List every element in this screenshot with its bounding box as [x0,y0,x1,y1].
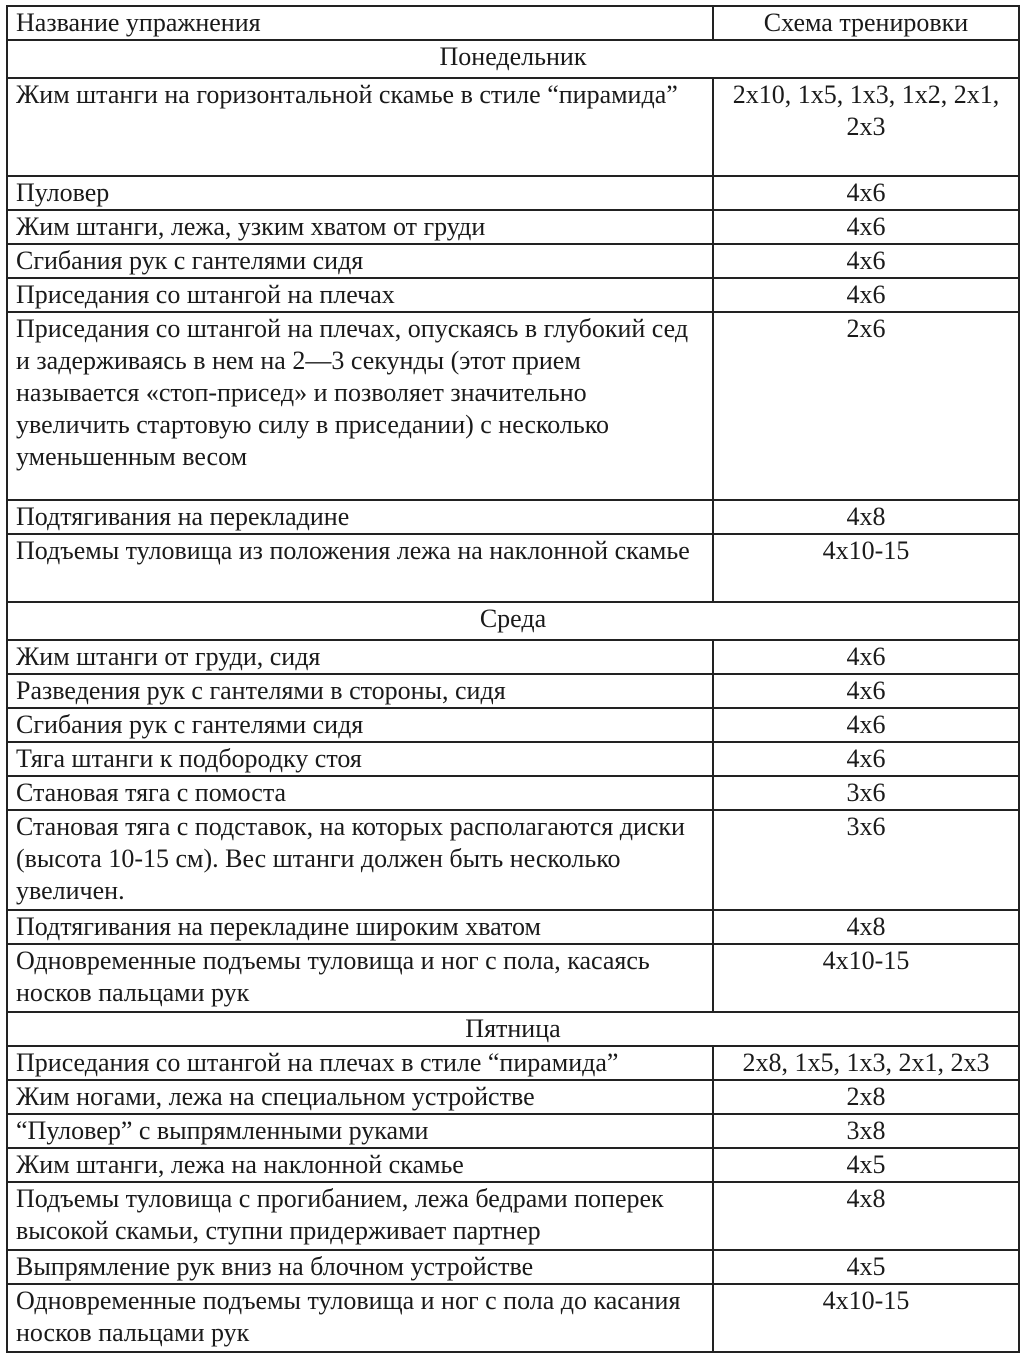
table-row [7,1080,1019,1114]
table-row [7,1284,1019,1352]
table-row [7,278,1019,312]
training-scheme: 2x6 [713,312,1019,500]
exercise-name: Подтягивания на перекладине широким хватом [7,910,713,944]
table-row [7,1046,1019,1080]
exercise-name: Подъемы туловища с прогибанием, лежа бедрами поперек высокой скамьи, ступни придерживает партнер [7,1182,713,1250]
workout-table [6,5,1020,1353]
exercise-name: Приседания со штангой на плечах в стиле “пирамида” [7,1046,713,1080]
exercise-name: Приседания со штангой на плечах, опускаясь в глубокий сед и задерживаясь в нем на 2—3 секунды (этот прием называется «стоп-присед» и позволяет значительно увеличить стартовую силу в приседании) с несколько уменьшенным весом [7,312,713,500]
table-row [7,910,1019,944]
table-row [7,78,1019,176]
exercise-name: Сгибания рук с гантелями сидя [7,244,713,278]
day-heading: Понедельник [7,40,1019,78]
training-scheme: 4x6 [713,640,1019,674]
training-scheme: 4x8 [713,910,1019,944]
training-scheme: 4x8 [713,500,1019,534]
training-scheme: 2x8, 1x5, 1x3, 2x1, 2x3 [713,1046,1019,1080]
exercise-name: Одновременные подъемы туловища и ног с пола до касания носков пальцами рук [7,1284,713,1352]
exercise-name: Жим штанги, лежа на наклонной скамье [7,1148,713,1182]
table-row [7,944,1019,1012]
table-row [7,742,1019,776]
table-row [7,776,1019,810]
table-row [7,810,1019,910]
day-row [7,40,1019,78]
day-heading: Пятница [7,1012,1019,1046]
table-row [7,640,1019,674]
training-scheme: 4x6 [713,674,1019,708]
exercise-name: Подъемы туловища из положения лежа на наклонной скамье [7,534,713,602]
exercise-name: Пуловер [7,176,713,210]
exercise-column-header: Название упражнения [7,6,713,40]
table-row [7,674,1019,708]
exercise-name: Жим штанги, лежа, узким хватом от груди [7,210,713,244]
header-row [7,6,1019,40]
exercise-name: Приседания со штангой на плечах [7,278,713,312]
exercise-name: Становая тяга с помоста [7,776,713,810]
table-row [7,708,1019,742]
exercise-name: Жим штанги на горизонтальной скамье в стиле “пирамида” [7,78,713,176]
training-scheme: 4x8 [713,1182,1019,1250]
training-scheme: 4x6 [713,278,1019,312]
training-scheme: 4x10-15 [713,1284,1019,1352]
day-heading: Среда [7,602,1019,640]
training-scheme: 4x6 [713,244,1019,278]
exercise-name: Жим штанги от груди, сидя [7,640,713,674]
training-scheme: 2x8 [713,1080,1019,1114]
exercise-name: Жим ногами, лежа на специальном устройстве [7,1080,713,1114]
training-scheme: 4x6 [713,708,1019,742]
training-scheme: 4x6 [713,210,1019,244]
exercise-name: “Пуловер” с выпрямленными руками [7,1114,713,1148]
training-scheme: 4x5 [713,1148,1019,1182]
training-scheme: 3x6 [713,776,1019,810]
training-scheme: 2x10, 1x5, 1x3, 1x2, 2x1, 2x3 [713,78,1019,176]
exercise-name: Разведения рук с гантелями в стороны, сидя [7,674,713,708]
table-body [7,40,1019,1352]
table-row [7,500,1019,534]
day-row [7,1012,1019,1046]
table-row [7,210,1019,244]
table-row [7,1148,1019,1182]
table-row [7,1182,1019,1250]
scheme-column-header: Схема тренировки [713,6,1019,40]
exercise-name: Становая тяга с подставок, на которых располагаются диски (высота 10-15 см). Вес штанги должен быть несколько увеличен. [7,810,713,910]
table-row [7,176,1019,210]
training-scheme: 4x6 [713,742,1019,776]
training-scheme: 3x8 [713,1114,1019,1148]
training-scheme: 4x10-15 [713,534,1019,602]
training-scheme: 3x6 [713,810,1019,910]
table-row [7,1250,1019,1284]
table-row [7,244,1019,278]
exercise-name: Сгибания рук с гантелями сидя [7,708,713,742]
table-row [7,534,1019,602]
exercise-name: Подтягивания на перекладине [7,500,713,534]
day-row [7,602,1019,640]
training-scheme: 4x10-15 [713,944,1019,1012]
training-scheme: 4x5 [713,1250,1019,1284]
table-row [7,312,1019,500]
table-row [7,1114,1019,1148]
exercise-name: Выпрямление рук вниз на блочном устройстве [7,1250,713,1284]
exercise-name: Тяга штанги к подбородку стоя [7,742,713,776]
training-scheme: 4x6 [713,176,1019,210]
exercise-name: Одновременные подъемы туловища и ног с пола, касаясь носков пальцами рук [7,944,713,1012]
